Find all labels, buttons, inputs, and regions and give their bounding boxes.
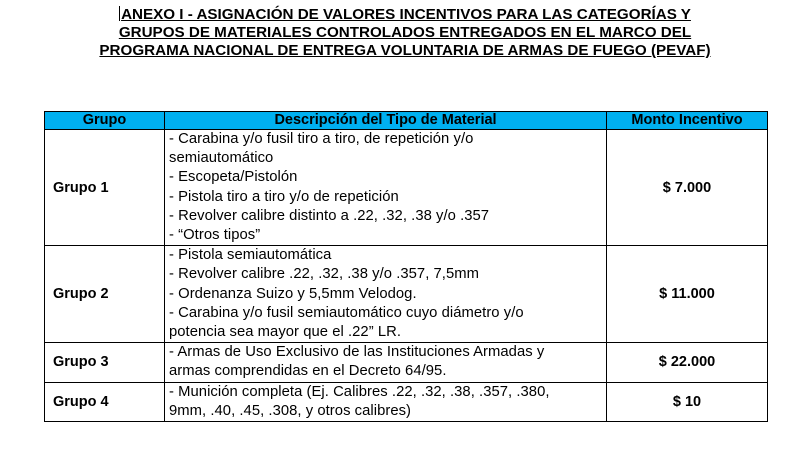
description-line: armas comprendidas en el Decreto 64/95.: [169, 363, 447, 380]
incentive-table: [44, 111, 768, 422]
header-monto: Monto Incentivo: [607, 112, 768, 130]
group-cell: Grupo 1: [45, 130, 165, 246]
group-cell: Grupo 2: [45, 246, 165, 343]
description-line: - Carabina y/o fusil tiro a tiro, de repetición y/o: [169, 131, 474, 147]
header-descripcion: Descripción del Tipo de Material: [165, 112, 607, 130]
description-line: semiautomático: [169, 150, 274, 167]
table-row: [45, 382, 768, 421]
description-line: - Revolver calibre distinto a .22, .32, .38 y/o .357: [169, 207, 490, 224]
header-grupo: Grupo: [45, 112, 165, 130]
description-line: - Carabina y/o fusil semiautomático cuyo diámetro y/o: [169, 304, 524, 321]
amount-cell: $ 11.000: [607, 246, 768, 343]
description-cell: [165, 130, 607, 246]
text-cursor: [119, 6, 120, 21]
description-line: - “Otros tipos”: [169, 227, 261, 244]
description-line: - Munición completa (Ej. Calibres .22, .32, .38, .357, .380,: [169, 383, 550, 400]
table-row: [45, 246, 768, 343]
table-row: [45, 130, 768, 246]
description-line: - Armas de Uso Exclusivo de las Instituciones Armadas y: [169, 344, 545, 361]
description-line: - Ordenanza Suizo y 5,5mm Velodog.: [169, 285, 417, 302]
description-line: - Pistola semiautomática: [169, 247, 332, 264]
group-cell: Grupo 3: [45, 343, 165, 382]
amount-cell: $ 7.000: [607, 130, 768, 246]
description-cell: [165, 343, 607, 382]
description-line: - Pistola tiro a tiro y/o de repetición: [169, 188, 399, 205]
description-line: potencia sea mayor que el .22” LR.: [169, 324, 402, 341]
group-cell: Grupo 4: [45, 382, 165, 421]
amount-cell: $ 10: [607, 382, 768, 421]
description-cell: [165, 382, 607, 421]
title-line-1: ANEXO I - ASIGNACIÓN DE VALORES INCENTIVOS PARA LAS CATEGORÍAS Y: [121, 6, 691, 23]
document-title: [40, 6, 770, 60]
amount-cell: $ 22.000: [607, 343, 768, 382]
description-line: - Revolver calibre .22, .32, .38 y/o .357, 7,5mm: [169, 266, 479, 283]
title-line-2: GRUPOS DE MATERIALES CONTROLADOS ENTREGADOS EN EL MARCO DEL: [118, 24, 692, 41]
description-line: 9mm, .40, .45, .308, y otros calibres): [169, 402, 412, 419]
description-cell: [165, 246, 607, 343]
title-line-3: PROGRAMA NACIONAL DE ENTREGA VOLUNTARIA DE ARMAS DE FUEGO (PEVAF): [99, 42, 711, 59]
description-line: - Escopeta/Pistolón: [169, 169, 298, 186]
table-row: [45, 343, 768, 382]
table-header-row: [45, 112, 768, 130]
